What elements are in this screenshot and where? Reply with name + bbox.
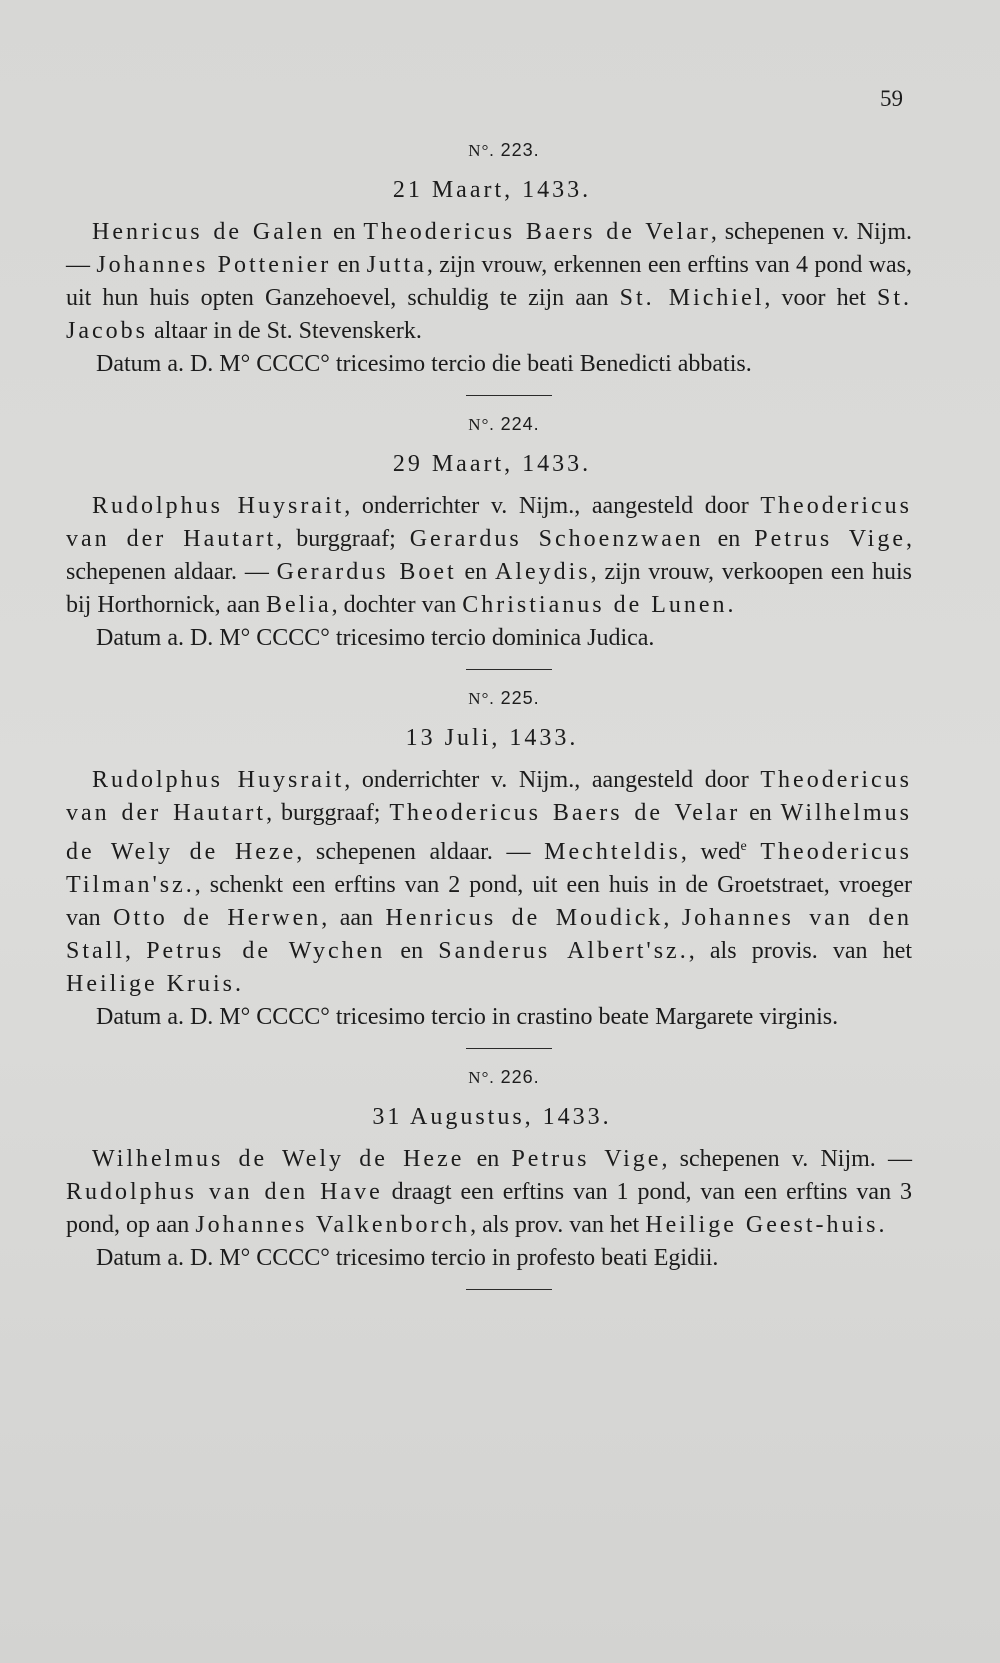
- spaced-name: Heilige Geest-huis: [645, 1212, 879, 1238]
- text-run: draagt een erftins van 1 pond, van een erftins van 3 pond, op aan: [66, 1179, 912, 1238]
- entry-date: 31 Augustus, 1433.: [372, 1104, 612, 1130]
- entry-number-value: 226.: [500, 1067, 540, 1087]
- spaced-name: Christianus de Lunen: [462, 592, 728, 618]
- section-divider: [466, 1289, 552, 1290]
- text-run: [747, 839, 761, 865]
- text-run: , als provis. van het: [688, 938, 913, 964]
- entry-number-prefix: N°.: [468, 689, 495, 708]
- text-run: , dochter van: [331, 592, 463, 618]
- entry-223: [66, 140, 912, 381]
- text-run: , burggraaf;: [266, 800, 390, 826]
- page-content: [66, 140, 912, 1308]
- entry-number-value: 224.: [500, 414, 540, 434]
- entry-body: [66, 490, 912, 622]
- text-run: , onderrichter v. Nijm., aangesteld door: [344, 767, 761, 793]
- superscript: e: [740, 839, 747, 854]
- spaced-name: Johannes van den Stall: [66, 905, 913, 964]
- text-run: , als prov. van het: [470, 1212, 646, 1238]
- entry-number-value: 225.: [500, 688, 540, 708]
- text-run: ,: [125, 938, 147, 964]
- text-run: , onderrichter v. Nijm., aangesteld door: [344, 493, 761, 519]
- spaced-name: Theodericus van der Hautart: [66, 767, 912, 826]
- spaced-name: Jutta: [366, 252, 427, 278]
- text-run: altaar in de St. Stevenskerk.: [147, 318, 422, 344]
- text-run: , schepenen aldaar. —: [66, 526, 912, 585]
- entry-datum: Datum a. D. M° CCCC° tricesimo tercio dominica Judica.: [96, 625, 655, 651]
- spaced-name: Theodericus Tilman'sz.: [66, 839, 913, 898]
- text-run: en: [456, 559, 495, 585]
- spaced-name: Johannes Valkenborch: [195, 1212, 471, 1238]
- entry-datum: Datum a. D. M° CCCC° tricesimo tercio in crastino beate Margarete virginis.: [96, 1004, 839, 1030]
- text-run: .: [727, 592, 734, 618]
- entry-224: [66, 414, 912, 655]
- text-run: ,: [663, 905, 682, 931]
- entry-date: 13 Juli, 1433.: [405, 725, 579, 751]
- spaced-name: Wilhelmus de Wely de Heze: [92, 1146, 465, 1172]
- text-run: , schepenen aldaar. —: [296, 839, 545, 865]
- spaced-name: Theodericus van der Hautart: [66, 493, 912, 552]
- spaced-name: Theodericus Baers de Velar: [363, 219, 711, 245]
- entry-number-prefix: N°.: [468, 141, 495, 160]
- text-run: , aan: [321, 905, 386, 931]
- text-run: .: [234, 971, 241, 997]
- spaced-name: Petrus de Wychen: [146, 938, 386, 964]
- entry-datum: Datum a. D. M° CCCC° tricesimo tercio die beati Benedicti abbatis.: [96, 351, 752, 377]
- entry-body: [66, 216, 912, 348]
- text-run: en: [325, 219, 364, 245]
- text-run: , voor het: [764, 285, 877, 311]
- spaced-name: Henricus: [92, 219, 203, 245]
- spaced-name: Johannes Pottenier: [96, 252, 332, 278]
- spaced-name: Belia: [265, 592, 332, 618]
- text-run: , zijn vrouw, verkoopen een huis bij Horthornick, aan: [66, 559, 912, 618]
- spaced-name: Rudolphus van den Have: [66, 1179, 383, 1205]
- page-number: 59: [880, 86, 903, 111]
- text-run: , schepenen v. Nijm. —: [66, 219, 912, 278]
- spaced-name: Mechteldis: [544, 839, 681, 865]
- spaced-name: Theodericus Baers de Velar: [389, 800, 741, 826]
- text-run: , schenkt een erftins van 2 pond, uit een huis in de Groetstraet, vroeger van: [66, 872, 912, 931]
- spaced-name: Aleydis: [494, 559, 591, 585]
- entry-number-prefix: N°.: [468, 1068, 495, 1087]
- text-run: , burggraaf;: [276, 526, 410, 552]
- entry-number: [66, 1067, 912, 1088]
- entry-datum: Datum a. D. M° CCCC° tricesimo tercio in profesto beati Egidii.: [96, 1245, 719, 1271]
- text-run: , schepenen v. Nijm. —: [661, 1146, 912, 1172]
- entry-number-value: 223.: [500, 140, 540, 160]
- spaced-name: Otto de Herwen: [113, 905, 322, 931]
- entry-date: 29 Maart, 1433.: [392, 451, 592, 477]
- section-divider: [466, 669, 552, 670]
- spaced-name: Petrus Vige: [754, 526, 906, 552]
- spaced-name: Petrus Vige: [511, 1146, 662, 1172]
- text-run: en: [740, 800, 781, 826]
- text-run: , wed: [680, 839, 741, 865]
- entry-number-prefix: N°.: [468, 415, 495, 434]
- section-divider: [466, 395, 552, 396]
- text-run: , zijn vrouw, erkennen een erftins van 4 pond was, uit hun huis opten Ganzehoevel, schuldig te zijn aan: [66, 252, 913, 311]
- entry-226: [66, 1067, 912, 1275]
- spaced-name: Wilhelmus de Wely de Heze: [66, 800, 912, 865]
- text-run: en: [331, 252, 367, 278]
- entry-date: 21 Maart, 1433.: [392, 177, 592, 203]
- text-run: en: [703, 526, 755, 552]
- spaced-name: Gerardus Schoenzwaen: [409, 526, 704, 552]
- entry-number: [66, 140, 912, 161]
- text-run: .: [878, 1212, 885, 1238]
- text-run: en: [385, 938, 439, 964]
- spaced-name: Heilige Kruis: [66, 971, 235, 997]
- section-divider: [466, 1048, 552, 1049]
- spaced-name: Sanderus Albert'sz.: [438, 938, 689, 964]
- entry-body: [66, 1143, 912, 1242]
- spaced-name: St. Michiel: [619, 285, 765, 311]
- spaced-name: de Galen: [202, 219, 326, 245]
- spaced-name: St. Jacobs: [66, 285, 913, 344]
- entry-225: [66, 688, 912, 1034]
- spaced-name: Henricus de Moudick: [385, 905, 664, 931]
- entry-number: [66, 414, 912, 435]
- entry-number: [66, 688, 912, 709]
- spaced-name: Rudolphus Huysrait: [92, 493, 345, 519]
- spaced-name: Gerardus Boet: [276, 559, 457, 585]
- text-run: en: [464, 1146, 512, 1172]
- spaced-name: Rudolphus Huysrait: [92, 767, 345, 793]
- entry-body: [66, 764, 912, 1001]
